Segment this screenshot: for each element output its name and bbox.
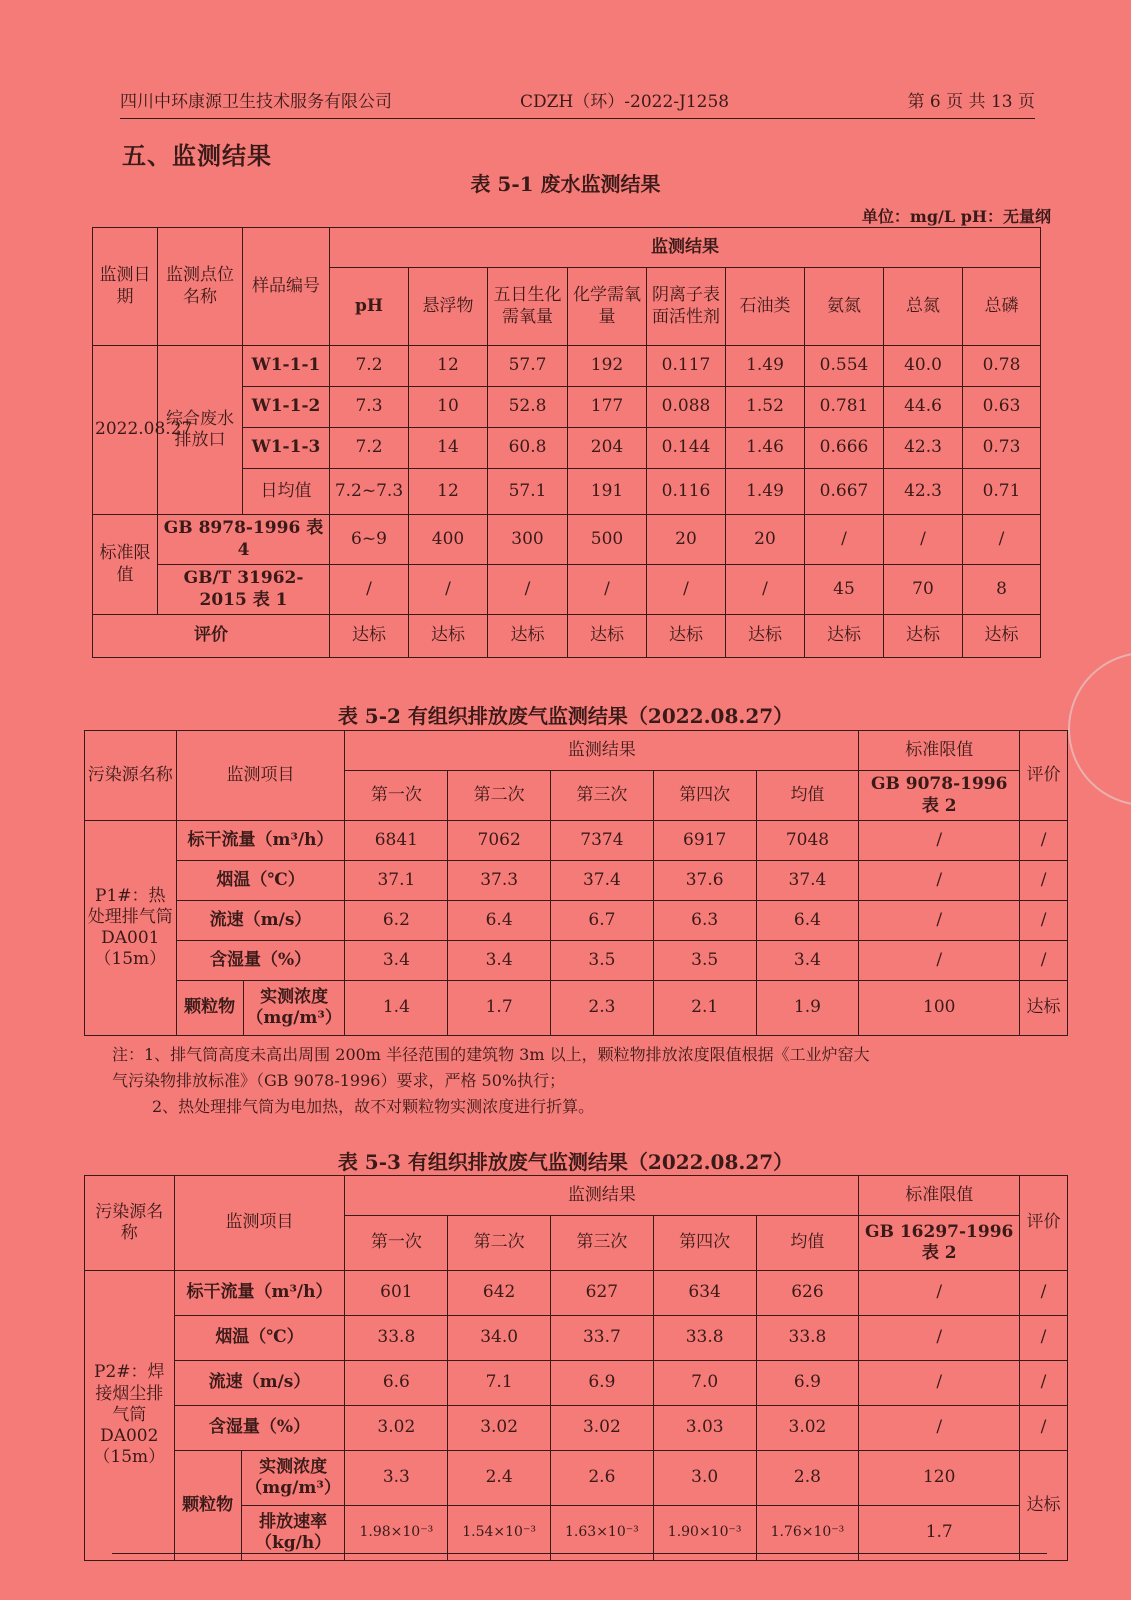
note-line: 气污染物排放标准》（GB 9078-1996）要求，严格 50%执行； [112, 1071, 566, 1090]
value-cell: 37.6 [653, 861, 756, 901]
value-cell: 6.6 [345, 1361, 448, 1406]
col-header: 第二次 [448, 1216, 551, 1271]
value-cell: 191 [568, 469, 647, 515]
table-notes [112, 1042, 1032, 1120]
table-row [85, 981, 1068, 1036]
value-cell: 0.73 [963, 428, 1041, 469]
value-cell: 12 [409, 346, 488, 387]
item-name: 标干流量（m³/h） [174, 1271, 345, 1316]
eval-cell: / [1020, 821, 1068, 861]
limit-cell: 300 [488, 515, 568, 565]
eval-cell: / [1020, 1316, 1068, 1361]
table-row [85, 1361, 1068, 1406]
table-row [85, 1406, 1068, 1451]
value-cell: 2.8 [756, 1451, 859, 1506]
table-3-caption: 表 5-3 有组织排放废气监测结果（2022.08.27） [337, 1150, 794, 1174]
item-name: 流速（m/s） [176, 901, 345, 941]
col-header: 第四次 [653, 1216, 756, 1271]
limit-cell: 20 [647, 515, 726, 565]
value-cell: 2.6 [551, 1451, 654, 1506]
table-row [85, 821, 1068, 861]
eval-cell: / [1020, 861, 1068, 901]
header-point: 监测点位名称 [158, 228, 243, 346]
value-cell: 1.90×10⁻³ [653, 1506, 756, 1561]
limit-cell: 8 [963, 565, 1041, 615]
eval-cell: 达标 [488, 615, 568, 658]
eval-cell: / [1020, 1271, 1068, 1316]
limit-cell: 500 [568, 515, 647, 565]
header-results: 监测结果 [345, 1176, 859, 1216]
value-cell: 3.4 [448, 941, 551, 981]
value-cell: 2.3 [551, 981, 654, 1036]
limit-cell: / [330, 565, 409, 615]
note-line: 注：1、排气筒高度未高出周围 200m 半径范围的建筑物 3m 以上，颗粒物排放浓度限值根据《工业炉窑大 [112, 1045, 870, 1064]
value-cell: 57.1 [488, 469, 568, 515]
value-cell: 1.4 [345, 981, 448, 1036]
limit-cell: 70 [884, 565, 963, 615]
value-cell: 642 [448, 1271, 551, 1316]
limit-label: 标准限值 [93, 515, 158, 615]
value-cell: 1.52 [726, 387, 805, 428]
sample-id: W1-1-3 [243, 428, 330, 469]
value-cell: 6.3 [653, 901, 756, 941]
table-row [93, 565, 1041, 615]
value-cell: 0.116 [647, 469, 726, 515]
eval-cell: 达标 [726, 615, 805, 658]
limit-cell: 400 [409, 515, 488, 565]
value-cell: 1.54×10⁻³ [448, 1506, 551, 1561]
item-name: 标干流量（m³/h） [176, 821, 345, 861]
limit-cell: / [884, 515, 963, 565]
header-limit: 标准限值 [859, 731, 1020, 771]
value-cell: 1.7 [448, 981, 551, 1036]
value-cell: 37.4 [756, 861, 859, 901]
eval-cell: 达标 [647, 615, 726, 658]
limit-cell: / [568, 565, 647, 615]
eval-cell: 达标 [1020, 981, 1068, 1036]
value-cell: 33.8 [345, 1316, 448, 1361]
value-cell: 627 [551, 1271, 654, 1316]
value-cell: 6841 [345, 821, 448, 861]
item-name: 排放速率（kg/h） [241, 1506, 345, 1561]
header-sample: 样品编号 [243, 228, 330, 346]
eval-cell: 达标 [568, 615, 647, 658]
table-1-caption: 表 5-1 废水监测结果 [470, 172, 661, 196]
header-date: 监测日期 [93, 228, 158, 346]
value-cell: 37.4 [551, 861, 654, 901]
col-header: 第三次 [551, 771, 654, 821]
value-cell: 192 [568, 346, 647, 387]
param-header: 石油类 [726, 268, 805, 346]
source-name: P2#：焊接烟尘排气筒 DA002（15m） [85, 1271, 175, 1561]
standard-name: GB/T 31962-2015 表 1 [158, 565, 330, 615]
daily-mean-label: 日均值 [243, 469, 330, 515]
col-header: 均值 [756, 1216, 859, 1271]
value-cell: 37.3 [448, 861, 551, 901]
limit-cell: 100 [859, 981, 1020, 1036]
param-header: 总磷 [963, 268, 1041, 346]
header-eval: 评价 [1020, 731, 1068, 821]
value-cell: 3.0 [653, 1451, 756, 1506]
limit-cell: / [726, 565, 805, 615]
value-cell: 7.0 [653, 1361, 756, 1406]
table-row [85, 1271, 1068, 1316]
limit-cell: 120 [859, 1451, 1020, 1506]
value-cell: 60.8 [488, 428, 568, 469]
table-row [85, 861, 1068, 901]
value-cell: 33.8 [756, 1316, 859, 1361]
item-name: 烟温（℃） [176, 861, 345, 901]
table-row [93, 346, 1041, 387]
seal-stamp [1068, 652, 1131, 806]
param-header: 化学需氧量 [568, 268, 647, 346]
param-header: 阴离子表面活性剂 [647, 268, 726, 346]
value-cell: 634 [653, 1271, 756, 1316]
limit-cell: / [859, 941, 1020, 981]
eval-cell: 达标 [409, 615, 488, 658]
value-cell: 6.4 [756, 901, 859, 941]
value-cell: 0.088 [647, 387, 726, 428]
sample-id: W1-1-1 [243, 346, 330, 387]
header-source: 污染源名称 [85, 1176, 175, 1271]
item-name: 实测浓度（mg/m³） [241, 1451, 345, 1506]
param-header: pH [330, 268, 409, 346]
eval-cell: / [1020, 901, 1068, 941]
item-name: 流速（m/s） [174, 1361, 345, 1406]
value-cell: 204 [568, 428, 647, 469]
limit-cell: / [859, 1271, 1020, 1316]
param-header: 总氮 [884, 268, 963, 346]
value-cell: 6917 [653, 821, 756, 861]
page-header [120, 88, 1035, 119]
value-cell: 3.4 [756, 941, 859, 981]
value-cell: 57.7 [488, 346, 568, 387]
limit-cell: 6~9 [330, 515, 409, 565]
header-source: 污染源名称 [85, 731, 177, 821]
header-limit: 标准限值 [859, 1176, 1020, 1216]
value-cell: 7374 [551, 821, 654, 861]
value-cell: 10 [409, 387, 488, 428]
limit-cell: / [859, 1361, 1020, 1406]
limit-cell: / [488, 565, 568, 615]
eval-cell: 达标 [330, 615, 409, 658]
table-1-unit: 单位：mg/L pH：无量纲 [861, 207, 1051, 226]
value-cell: 0.71 [963, 469, 1041, 515]
item-name: 含湿量（%） [174, 1406, 345, 1451]
limit-cell: / [859, 1406, 1020, 1451]
header-eval: 评价 [1020, 1176, 1068, 1271]
value-cell: 3.5 [551, 941, 654, 981]
wastewater-table [92, 227, 1041, 658]
param-header: 五日生化需氧量 [488, 268, 568, 346]
value-cell: 1.9 [756, 981, 859, 1036]
value-cell: 3.02 [551, 1406, 654, 1451]
value-cell: 601 [345, 1271, 448, 1316]
document-number: CDZH（环）-2022-J1258 [520, 92, 730, 112]
note-line: 2、热处理排气筒为电加热，故不对颗粒物实测浓度进行折算。 [152, 1097, 595, 1116]
page-number: 第 6 页 共 13 页 [907, 92, 1035, 112]
company-name: 四川中环康源卫生技术服务有限公司 [120, 92, 392, 112]
value-cell: 7062 [448, 821, 551, 861]
col-header: 第三次 [551, 1216, 654, 1271]
col-header: 第四次 [653, 771, 756, 821]
header-item: 监测项目 [176, 731, 345, 821]
eval-cell: / [1020, 1406, 1068, 1451]
value-cell: 7.2 [330, 428, 409, 469]
table-row [85, 901, 1068, 941]
eval-cell: 达标 [1020, 1451, 1068, 1561]
value-cell: 6.9 [756, 1361, 859, 1406]
value-cell: 0.78 [963, 346, 1041, 387]
table-row [85, 1451, 1068, 1506]
value-cell: 7.2~7.3 [330, 469, 409, 515]
item-name: 含湿量（%） [176, 941, 345, 981]
value-cell: 3.3 [345, 1451, 448, 1506]
table-row [93, 615, 1041, 658]
standard-name: GB 9078-1996 表 2 [859, 771, 1020, 821]
eval-cell: 达标 [805, 615, 884, 658]
value-cell: 33.7 [551, 1316, 654, 1361]
value-cell: 3.4 [345, 941, 448, 981]
limit-cell: / [859, 901, 1020, 941]
eval-label: 评价 [93, 615, 330, 658]
value-cell: 1.98×10⁻³ [345, 1506, 448, 1561]
value-cell: 2.1 [653, 981, 756, 1036]
exhaust-table-p2 [84, 1175, 1068, 1561]
value-cell: 0.117 [647, 346, 726, 387]
value-cell: 0.144 [647, 428, 726, 469]
table-row [93, 515, 1041, 565]
value-cell: 626 [756, 1271, 859, 1316]
col-header: 第一次 [345, 771, 448, 821]
limit-cell: / [647, 565, 726, 615]
table-row [85, 941, 1068, 981]
value-cell: 3.5 [653, 941, 756, 981]
value-cell: 3.02 [448, 1406, 551, 1451]
limit-cell: / [963, 515, 1041, 565]
limit-cell: 45 [805, 565, 884, 615]
value-cell: 6.2 [345, 901, 448, 941]
value-cell: 0.554 [805, 346, 884, 387]
item-name: 烟温（℃） [174, 1316, 345, 1361]
col-header: 均值 [756, 771, 859, 821]
exhaust-table-p1 [84, 730, 1068, 1036]
eval-cell: / [1020, 941, 1068, 981]
sample-date: 2022.08.27 [93, 346, 158, 515]
value-cell: 1.49 [726, 346, 805, 387]
value-cell: 6.7 [551, 901, 654, 941]
limit-cell: / [859, 1316, 1020, 1361]
value-cell: 42.3 [884, 469, 963, 515]
value-cell: 14 [409, 428, 488, 469]
standard-name: GB 16297-1996 表 2 [859, 1216, 1020, 1271]
value-cell: 0.63 [963, 387, 1041, 428]
item-name: 实测浓度（mg/m³） [243, 981, 345, 1036]
value-cell: 0.781 [805, 387, 884, 428]
header-item: 监测项目 [174, 1176, 345, 1271]
value-cell: 3.02 [756, 1406, 859, 1451]
table-row [85, 1316, 1068, 1361]
sample-id: W1-1-2 [243, 387, 330, 428]
value-cell: 1.46 [726, 428, 805, 469]
value-cell: 177 [568, 387, 647, 428]
value-cell: 3.02 [345, 1406, 448, 1451]
limit-cell: 1.7 [859, 1506, 1020, 1561]
table-2-caption: 表 5-2 有组织排放废气监测结果（2022.08.27） [337, 704, 794, 728]
section-title: 五、监测结果 [122, 141, 272, 170]
value-cell: 37.1 [345, 861, 448, 901]
standard-name: GB 8978-1996 表 4 [158, 515, 330, 565]
value-cell: 2.4 [448, 1451, 551, 1506]
col-header: 第二次 [448, 771, 551, 821]
value-cell: 44.6 [884, 387, 963, 428]
value-cell: 12 [409, 469, 488, 515]
value-cell: 7.2 [330, 346, 409, 387]
value-cell: 7.1 [448, 1361, 551, 1406]
value-cell: 40.0 [884, 346, 963, 387]
sample-point: 综合废水排放口 [158, 346, 243, 515]
value-cell: 3.03 [653, 1406, 756, 1451]
value-cell: 0.667 [805, 469, 884, 515]
pm-label: 颗粒物 [174, 1451, 241, 1561]
param-header: 悬浮物 [409, 268, 488, 346]
col-header: 第一次 [345, 1216, 448, 1271]
header-results: 监测结果 [330, 228, 1041, 268]
value-cell: 34.0 [448, 1316, 551, 1361]
eval-cell: 达标 [963, 615, 1041, 658]
value-cell: 6.9 [551, 1361, 654, 1406]
value-cell: 1.63×10⁻³ [551, 1506, 654, 1561]
limit-cell: / [409, 565, 488, 615]
eval-cell: 达标 [884, 615, 963, 658]
param-header: 氨氮 [805, 268, 884, 346]
footer-rule [112, 1553, 1047, 1554]
header-results: 监测结果 [345, 731, 859, 771]
source-name: P1#：热处理排气筒 DA001（15m） [85, 821, 177, 1036]
value-cell: 0.666 [805, 428, 884, 469]
pm-label: 颗粒物 [176, 981, 243, 1036]
limit-cell: 20 [726, 515, 805, 565]
limit-cell: / [805, 515, 884, 565]
value-cell: 42.3 [884, 428, 963, 469]
value-cell: 7.3 [330, 387, 409, 428]
limit-cell: / [859, 861, 1020, 901]
value-cell: 6.4 [448, 901, 551, 941]
value-cell: 52.8 [488, 387, 568, 428]
value-cell: 33.8 [653, 1316, 756, 1361]
value-cell: 7048 [756, 821, 859, 861]
value-cell: 1.49 [726, 469, 805, 515]
eval-cell: / [1020, 1361, 1068, 1406]
value-cell: 1.76×10⁻³ [756, 1506, 859, 1561]
limit-cell: / [859, 821, 1020, 861]
